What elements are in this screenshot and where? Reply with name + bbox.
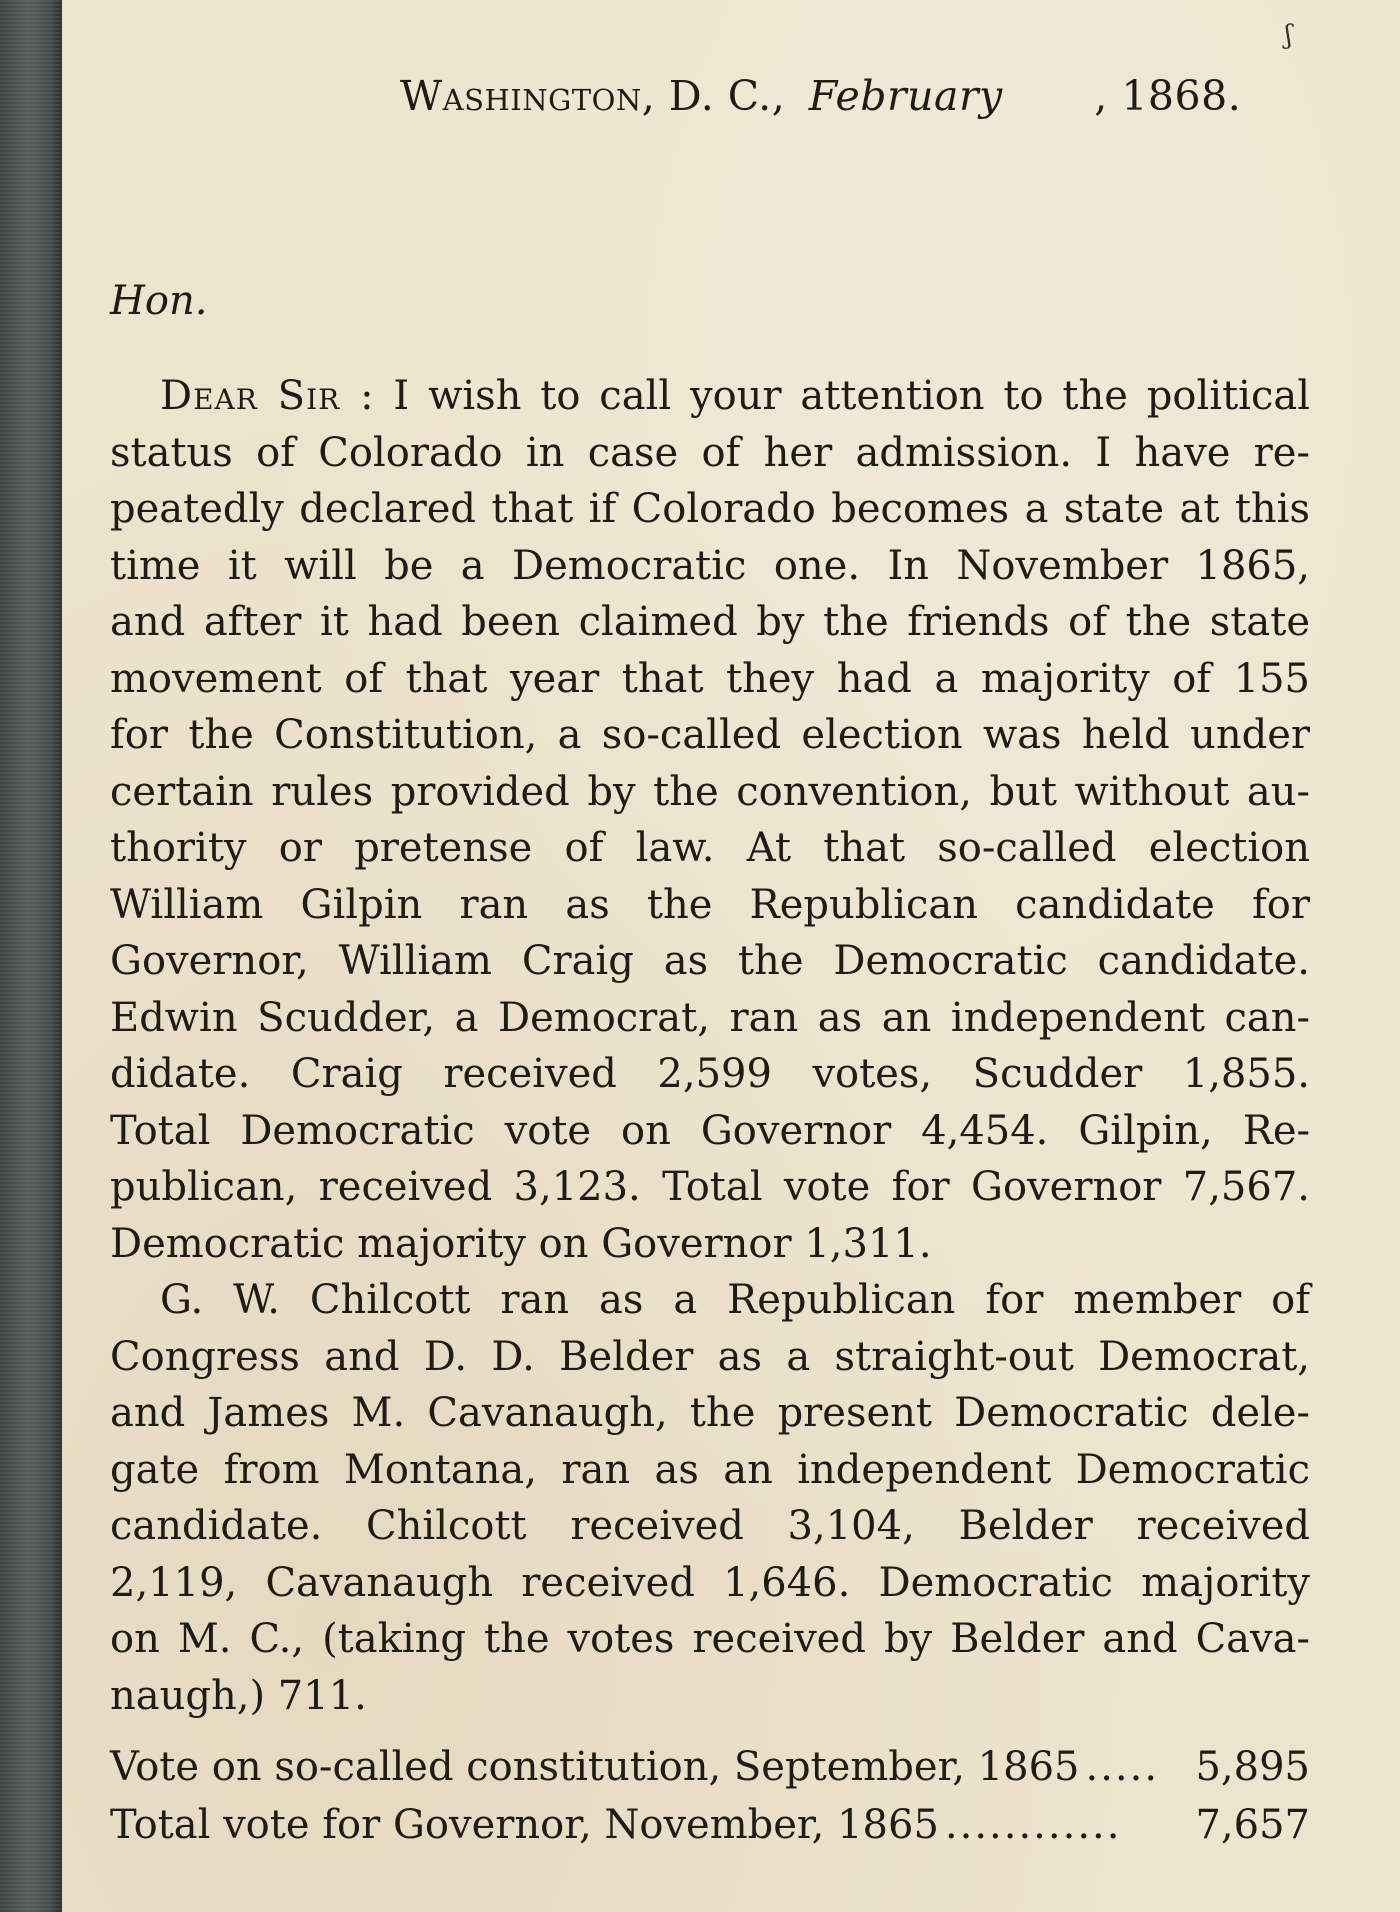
book-binding-edge — [0, 0, 62, 1912]
paragraph-1-line-1 — [110, 368, 1310, 425]
dateline-month: February — [808, 72, 1003, 120]
paragraph-1-line: thority or pretense of law. At that so-called election — [110, 825, 1310, 871]
tally-row — [110, 1738, 1310, 1796]
margin-mark: ʃ — [1284, 20, 1292, 50]
paragraph-1-line: Edwin Scudder, a Democrat, ran as an independent can- — [110, 994, 1310, 1041]
salutation: Hon. — [110, 278, 208, 324]
paragraph-1-line: movement of that year that they had a majority of 155 — [110, 655, 1310, 702]
tally-label: Total vote for Governor, November, 1865 — [110, 1802, 939, 1848]
dateline-city: Washington, D. C., — [400, 72, 786, 120]
paragraph-1-line: status of Colorado in case of her admission. I have re- — [110, 429, 1310, 476]
paragraph-2-line: Congress and D. D. Belder as a straight-out Democrat, — [110, 1333, 1310, 1380]
paragraph-1-line: publican, received 3,123. Total vote for Governor 7,567. — [110, 1164, 1310, 1210]
paragraph-2-line: candidate. Chilcott received 3,104, Belder received — [110, 1503, 1310, 1549]
paragraph-2-line: 2,119, Cavanaugh received 1,646. Democratic majority — [110, 1559, 1310, 1606]
paragraph-1-line: William Gilpin ran as the Republican candidate for — [110, 881, 1310, 928]
paragraph-1-line: Democratic majority on Governor 1,311. — [110, 1220, 932, 1267]
paragraph-1-line: certain rules provided by the convention, but without au- — [110, 768, 1310, 815]
paragraph-1-line: peatedly declared that if Colorado becomes a state at this — [110, 486, 1310, 532]
tally-leader-dots: ..... — [1085, 1744, 1160, 1790]
tally-label: Vote on so-called constitution, September, 1865 — [110, 1744, 1080, 1790]
letter-body — [110, 368, 1310, 1724]
dateline-year: , 1868. — [1094, 72, 1242, 120]
paragraph-1-line: Governor, William Craig as the Democratic candidate. — [110, 938, 1310, 984]
vote-tally — [110, 1738, 1310, 1854]
tally-row — [110, 1796, 1310, 1854]
paragraph-1-line: Total Democratic vote on Governor 4,454. Gilpin, Re- — [110, 1107, 1310, 1154]
dateline — [400, 72, 1300, 120]
tally-leader-dots: ............ — [944, 1802, 1122, 1848]
paragraph-2-line: gate from Montana, ran as an independent Democratic — [110, 1446, 1310, 1493]
paragraph-1-line: time it will be a Democratic one. In November 1865, — [110, 542, 1310, 589]
tally-value: 7,657 — [1195, 1802, 1310, 1848]
paragraph-1-line-1-text: I wish to call your attention to the political — [374, 373, 1310, 419]
paragraph-1-line: for the Constitution, a so-called election was held under — [110, 712, 1310, 758]
paragraph-2-line: and James M. Cavanaugh, the present Democratic dele- — [110, 1390, 1310, 1436]
paragraph-2-line: on M. C., (taking the votes received by Belder and Cava- — [110, 1616, 1310, 1662]
paragraph-1-line: didate. Craig received 2,599 votes, Scudder 1,855. — [110, 1051, 1310, 1097]
paragraph-1-line: and after it had been claimed by the friends of the state — [110, 599, 1310, 645]
letter-greeting: Dear Sir : — [160, 373, 375, 419]
paragraph-2-line: G. W. Chilcott ran as a Republican for member of — [160, 1277, 1310, 1323]
paragraph-2-line: naugh,) 711. — [110, 1672, 367, 1719]
tally-value: 5,895 — [1195, 1744, 1310, 1790]
